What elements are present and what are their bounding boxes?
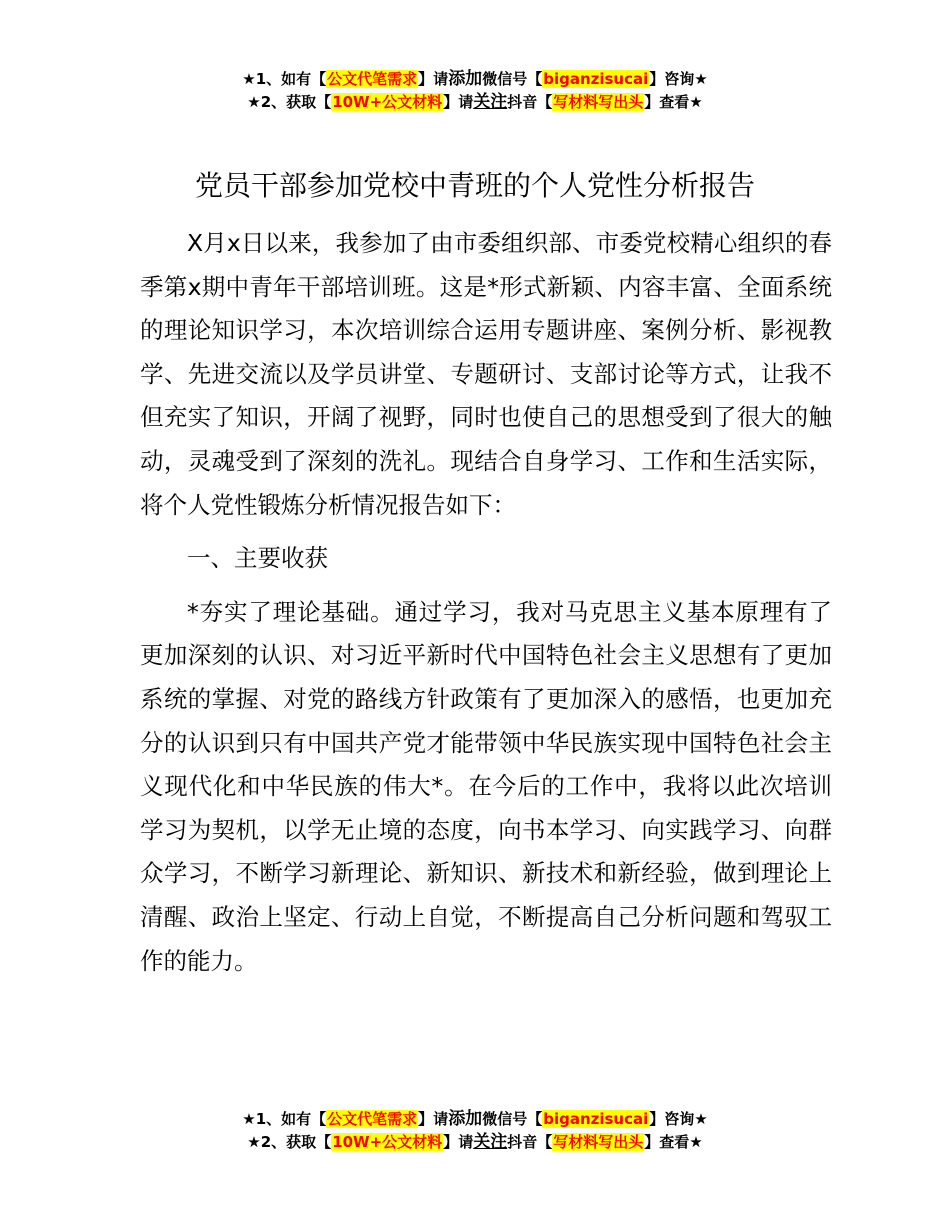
banner-text: 】请	[443, 1133, 474, 1151]
banner-text: 】请	[443, 93, 474, 111]
footer-banner	[0, 1108, 950, 1154]
banner-text: 】请	[418, 1110, 449, 1128]
banner-emphasis: 添加	[448, 1109, 483, 1129]
banner-text: 】请	[418, 70, 449, 88]
header-banner	[0, 68, 950, 114]
banner-text: ★2、获取【	[247, 1133, 332, 1151]
banner-text: 微信号【	[482, 70, 543, 88]
highlight-materials: 10W+公文材料	[332, 1133, 443, 1151]
banner-emphasis: 关注	[473, 92, 508, 112]
banner-text: 】查看★	[644, 93, 703, 111]
document-body	[140, 222, 832, 983]
banner-text: 】咨询★	[649, 1110, 708, 1128]
section-paragraph: *夯实了理论基础。通过学习，我对马克思主义基本原理有了更加深刻的认识、对习近平新时代中国特色社会主义思想有了更加系统的掌握、对党的路线方针政策有了更加深入的感悟，也更加充分的认识到只有中国共产党才能带领中华民族实现中国特色社会主义现代化和中华民族的伟大*。在今后的工作中，我将以此次培训学习为契机，以学无止境的态度，向书本学习、向实践学习、向群众学习，不断学习新理论、新知识、新技术和新经验，做到理论上清醒、政治上坚定、行动上自觉，不断提高自己分析问题和驾驭工作的能力。	[140, 597, 832, 975]
document-title: 党员干部参加党校中青班的个人党性分析报告	[194, 169, 755, 202]
highlight-service: 公文代笔需求	[327, 70, 418, 88]
banner-line-2	[0, 91, 950, 114]
banner-text: 】查看★	[644, 1133, 703, 1151]
banner-text: 抖音【	[507, 93, 553, 111]
banner-line-1	[0, 1108, 950, 1131]
intro-paragraph: X月x日以来，我参加了由市委组织部、市委党校精心组织的春季第x期中青年干部培训班。这是*形式新颖、内容丰富、全面系统的理论知识学习，本次培训综合运用专题讲座、案例分析、影视教学、先进交流以及学员讲堂、专题研讨、支部讨论等方式，让我不但充实了知识，开阔了视野，同时也使自己的思想受到了很大的触动，灵魂受到了深刻的洗礼。现结合自身学习、工作和生活实际，将个人党性锻炼分析情况报告如下：	[140, 229, 832, 519]
banner-text: 抖音【	[507, 1133, 553, 1151]
highlight-wechat-id: biganzisucai	[543, 1110, 649, 1128]
section-heading: 一、主要收获	[187, 544, 328, 573]
banner-emphasis: 关注	[473, 1132, 508, 1152]
highlight-service: 公文代笔需求	[327, 1110, 418, 1128]
banner-text: 】咨询★	[649, 70, 708, 88]
banner-line-2	[0, 1131, 950, 1154]
highlight-douyin: 写材料写出头	[553, 1133, 644, 1151]
highlight-wechat-id: biganzisucai	[543, 70, 649, 88]
banner-text: 微信号【	[482, 1110, 543, 1128]
highlight-douyin: 写材料写出头	[553, 93, 644, 111]
banner-text: ★2、获取【	[247, 93, 332, 111]
banner-line-1	[0, 68, 950, 91]
banner-emphasis: 添加	[448, 69, 483, 89]
banner-text: ★1、如有【	[242, 70, 327, 88]
highlight-materials: 10W+公文材料	[332, 93, 443, 111]
banner-text: ★1、如有【	[242, 1110, 327, 1128]
